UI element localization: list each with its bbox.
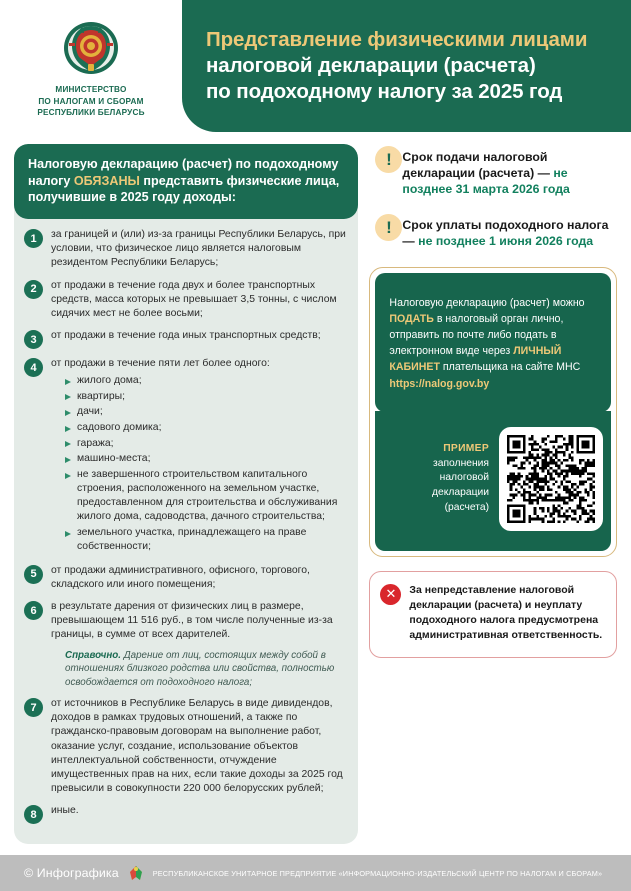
how-to-submit-card <box>369 267 617 557</box>
sublist-item: земельного участка, принадлежащего на праве собственности; <box>65 526 346 554</box>
sublist-item: садового домика; <box>65 421 346 435</box>
deadline-filing-date: не позднее 31 марта 2026 года <box>402 166 570 197</box>
how-part-3: плательщика на сайте МНС <box>439 361 581 374</box>
sublist-item: жилого дома; <box>65 374 346 388</box>
error-cross-icon: ✕ <box>380 584 401 605</box>
nalog-gov-by-link[interactable]: https://nalog.gov.by <box>389 377 490 390</box>
qr-example-label <box>383 442 489 515</box>
list-item-text: от продажи административного, офисного, торгового, складского или иного помещения; <box>51 564 310 591</box>
list-item-number: 2 <box>24 280 43 299</box>
list-item-sublist <box>51 374 346 554</box>
list-item-text: от продажи в течение года иных транспортных средств; <box>51 330 321 342</box>
list-item-text: в результате дарения от физических лиц в размере, превышающем 11 516 руб., в том числе полученные из-за границы, в сумме от всех дарителей. <box>51 601 333 641</box>
list-item-text: иные. <box>51 805 79 817</box>
list-item-number: 6 <box>24 601 43 620</box>
list-item <box>24 279 346 321</box>
list-item-text: от продажи в течение пяти лет более одного: <box>51 358 270 370</box>
list-item-text: от продажи в течение года двух и более транспортных средств, масса которых не превышает 3,5 тонны, с числом сидячих мест не более восьми; <box>51 279 337 319</box>
list-item-body <box>51 697 346 796</box>
exclamation-icon: ! <box>375 214 402 241</box>
ministry-name-line-2: ПО НАЛОГАМ И СБОРАМ <box>38 96 144 106</box>
right-column <box>369 144 617 658</box>
list-item <box>24 329 346 349</box>
list-item <box>24 804 346 824</box>
list-item-number: 3 <box>24 330 43 349</box>
qr-example-title: ПРИМЕР <box>443 443 489 455</box>
sublist-item: квартиры; <box>65 390 346 404</box>
reference-note-label: Справочно. <box>65 649 121 661</box>
qr-example-line-2: заполнения <box>433 457 489 469</box>
list-item-number: 8 <box>24 805 43 824</box>
sublist-item: дачи; <box>65 405 346 419</box>
list-item-body <box>51 357 346 556</box>
page-body <box>0 132 631 843</box>
list-item-number: 7 <box>24 698 43 717</box>
list-item-body <box>51 564 346 592</box>
list-item-number: 4 <box>24 358 43 377</box>
list-item-body <box>51 329 346 343</box>
ministry-name-line-1: МИНИСТЕРСТВО <box>55 85 127 95</box>
obligated-persons-header <box>14 144 358 219</box>
how-part-1: Налоговую декларацию (расчет) можно <box>389 297 585 310</box>
publisher-logo-icon <box>126 863 146 883</box>
liability-warning-text: За непредставление налоговой декларации (расчета) и неуплату подоходного налога предусмотрена административная ответственность. <box>409 583 603 642</box>
coat-of-arms-icon <box>62 19 120 77</box>
list-item <box>24 600 346 689</box>
obligated-persons-card <box>14 144 358 844</box>
obligated-persons-intro <box>28 156 344 206</box>
sublist-item: машино-места; <box>65 452 346 466</box>
deadline-filing-label: Срок подачи налоговой декларации (расчета) — <box>402 150 554 181</box>
list-item-number: 1 <box>24 229 43 248</box>
intro-post: представить физические лица, получившие в 2025 году доходы: <box>28 173 340 205</box>
intro-pre: Налоговую декларацию (расчет) по подоходному налогу <box>28 157 339 188</box>
reference-note <box>65 649 346 690</box>
how-highlight-submit: ПОДАТЬ <box>389 313 434 326</box>
list-item-body <box>51 279 346 321</box>
income-type-list <box>14 219 358 824</box>
qr-example-line-3: налоговой <box>439 472 489 484</box>
sublist-item: не завершенного строительством капитального строения, расположенного на земельном участке, предоставленном для строительства и обслуживания жилого дома, садоводства, дачного строительства; <box>65 468 346 525</box>
list-item <box>24 697 346 796</box>
footer-organization: РЕСПУБЛИКАНСКОЕ УНИТАРНОЕ ПРЕДПРИЯТИЕ «ИНФОРМАЦИОННО-ИЗДАТЕЛЬСКИЙ ЦЕНТР ПО НАЛОГАМ И СБОРАМ» <box>152 868 603 878</box>
footer-copyright: © Инфографика <box>24 866 119 880</box>
how-part-2: в налоговый орган лично, отправить по почте либо подать в электронном виде через <box>389 313 564 358</box>
ministry-name <box>37 84 144 119</box>
ministry-name-line-3: РЕСПУБЛИКИ БЕЛАРУСЬ <box>37 108 145 118</box>
ministry-branding <box>0 0 182 132</box>
page-title-line-3: по подоходному налогу за 2025 год <box>206 80 563 104</box>
page-header <box>0 0 631 132</box>
deadline-filing-text <box>402 149 617 198</box>
sublist-item: гаража; <box>65 437 346 451</box>
list-item-body <box>51 228 346 270</box>
deadline-payment-text <box>402 217 617 249</box>
list-item <box>24 228 346 270</box>
list-item <box>24 564 346 592</box>
reference-note-text: Дарение от лиц, состоящих между собой в отношениях близкого родства или свойства, полностью освобождается от подоходного налога; <box>65 649 335 688</box>
how-to-submit-text <box>389 295 597 392</box>
liability-warning-card <box>369 571 617 658</box>
page-title-line-2: налоговой декларации (расчета) <box>206 53 536 77</box>
list-item-body <box>51 600 346 689</box>
how-highlight-cabinet: ЛИЧНЫЙ КАБИНЕТ <box>389 345 562 374</box>
exclamation-icon: ! <box>375 146 402 173</box>
intro-highlight: ОБЯЗАНЫ <box>73 173 140 188</box>
page-title-line-1: Представление физическими лицами <box>206 27 588 51</box>
deadline-filing <box>369 146 617 198</box>
list-item-text: от источников в Республике Беларусь в виде дивидендов, доходов в рамках трудовых отношений, а также по гражданско-правовым договорам на выполнение работ, оказание услуг, создание, использование объектов интеллектуальной собственности, отчуждение имущественных прав на них, если такие доходы за 2025 год превысили в совокупности 220 000 белорусских рублей; <box>51 698 343 794</box>
page-footer <box>0 855 631 891</box>
qr-example-row <box>375 411 611 551</box>
deadline-payment <box>369 214 617 249</box>
deadline-payment-date: не позднее 1 июня 2026 года <box>418 233 594 248</box>
list-item-body <box>51 804 346 818</box>
list-item-number: 5 <box>24 565 43 584</box>
list-item-text: за границей и (или) из-за границы Республики Беларусь, при условии, что физическое лицо является налоговым резидентом Республики Беларусь; <box>51 229 346 269</box>
how-to-submit-inner <box>375 273 611 412</box>
qr-code-icon[interactable] <box>499 427 603 531</box>
list-item <box>24 357 346 556</box>
qr-example-line-4: декларации <box>432 486 489 498</box>
deadline-payment-label: Срок уплаты подоходного налога — <box>402 217 609 248</box>
qr-example-line-5: (расчета) <box>444 501 489 513</box>
header-title-band <box>182 0 631 132</box>
